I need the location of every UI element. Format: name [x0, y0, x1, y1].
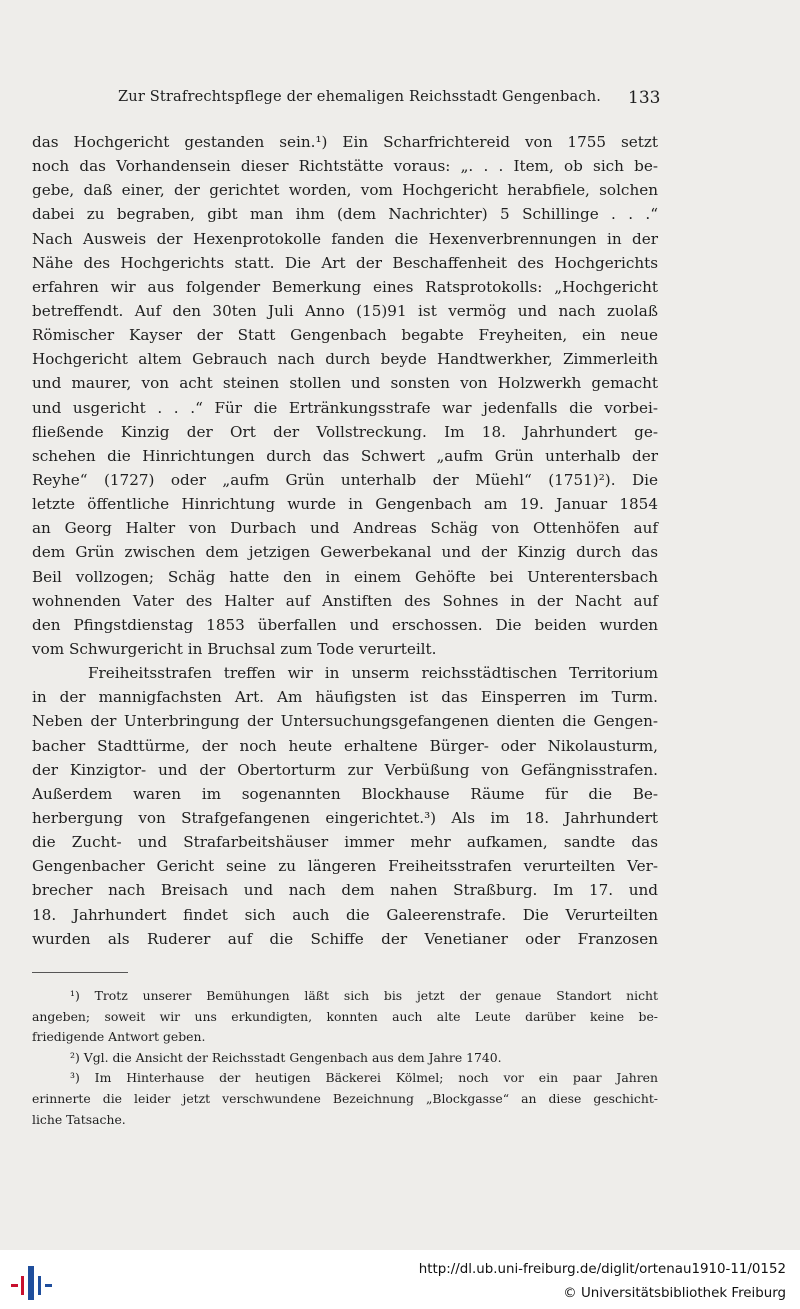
text-line: brecher nach Breisach und nach dem nahen Straßburg. Im 17. und	[32, 881, 658, 900]
text-line: erfahren wir aus folgender Bemerkung eines Ratsprotokolls: „Hochgericht	[32, 277, 658, 296]
text-line: schehen die Hinrichtungen durch das Schwert „aufm Grün unterhalb der	[32, 446, 658, 465]
footnote-line: erinnerte die leider jetzt verschwundene Bezeichnung „Blockgasse“ an diese geschicht-	[32, 1090, 658, 1106]
text-line: dabei zu begraben, gibt man ihm (dem Nachrichter) 5 Schillinge . . .“	[32, 205, 658, 224]
page-number: 133	[628, 88, 661, 108]
text-line: der Kinzigtor- und der Obertorturm zur Verbüßung von Gefängnisstrafen.	[32, 760, 658, 779]
text-line: dem Grün zwischen dem jetzigen Gewerbekanal und der Kinzig durch das	[32, 543, 658, 562]
library-logo-icon	[8, 1262, 56, 1302]
text-line: Neben der Unterbringung der Untersuchungsgefangenen dienten die Gengen-	[32, 712, 658, 731]
text-line: Nach Ausweis der Hexenprotokolle fanden die Hexenverbrennungen in der	[32, 229, 658, 248]
footnote-divider	[32, 972, 128, 973]
running-header: Zur Strafrechtspflege der ehemaligen Reichsstadt Gengenbach.	[118, 88, 602, 105]
text-line: Reyhe“ (1727) oder „aufm Grün unterhalb der Müehl“ (1751)²). Die	[32, 470, 658, 489]
text-line: die Zucht- und Strafarbeitshäuser immer mehr aufkamen, sandte das	[32, 833, 658, 852]
text-line: betreffendt. Auf den 30ten Juli Anno (15)91 ist vermög und nach zuolaß	[32, 301, 658, 320]
text-line: wohnenden Vater des Halter auf Anstiften des Sohnes in der Nacht auf	[32, 591, 658, 610]
footnote-line: friedigende Antwort geben.	[32, 1029, 206, 1045]
text-line: und usgericht . . .“ Für die Ertränkungsstrafe war jedenfalls die vorbei-	[32, 398, 658, 417]
text-line: herbergung von Strafgefangenen eingerichtet.³) Als im 18. Jahrhundert	[32, 808, 658, 827]
text-line: gebe, daß einer, der gerichtet worden, vom Hochgericht herabfiele, solchen	[32, 181, 658, 200]
body-text	[32, 130, 658, 951]
text-line: und maurer, von acht steinen stollen und sonsten von Holzwerkh gemacht	[32, 374, 658, 393]
text-line: noch das Vorhandensein dieser Richtstätte voraus: „. . . Item, ob sich be-	[32, 157, 658, 176]
footnotes	[32, 986, 658, 1130]
text-line: letzte öffentliche Hinrichtung wurde in Gengenbach am 19. Januar 1854	[32, 495, 658, 514]
text-line: den Pfingstdienstag 1853 überfallen und erschossen. Die beiden wurden	[32, 615, 658, 634]
text-line: Außerdem waren im sogenannten Blockhause Räume für die Be-	[32, 784, 658, 803]
footnote-line: ²) Vgl. die Ansicht der Reichsstadt Gengenbach aus dem Jahre 1740.	[70, 1049, 502, 1065]
text-line: das Hochgericht gestanden sein.¹) Ein Scharfrichtereid von 1755 setzt	[32, 133, 658, 151]
footnote-line: angeben; soweit wir uns erkundigten, konnten auch alte Leute darüber keine be-	[32, 1008, 658, 1024]
text-line: fließende Kinzig der Ort der Vollstreckung. Im 18. Jahrhundert ge-	[32, 422, 658, 441]
text-line: Nähe des Hochgerichts statt. Die Art der Beschaffenheit des Hochgerichts	[32, 253, 658, 272]
text-line: bacher Stadttürme, der noch heute erhaltene Bürger- oder Nikolausturm,	[32, 736, 658, 755]
text-line: wurden als Ruderer auf die Schiffe der Venetianer oder Franzosen	[32, 929, 658, 948]
text-line: 18. Jahrhundert findet sich auch die Galeerenstrafe. Die Verurteilten	[32, 905, 658, 924]
copyright-notice: © Universitätsbibliothek Freiburg	[563, 1286, 786, 1301]
text-line: Gengenbacher Gericht seine zu längeren Freiheitsstrafen verurteilten Ver-	[32, 857, 658, 876]
footnote-line: liche Tatsache.	[32, 1111, 126, 1127]
text-line: in der mannigfachsten Art. Am häufigsten ist das Einsperren im Turm.	[32, 688, 658, 707]
text-line: Freiheitsstrafen treffen wir in unserm reichsstädtischen Territorium	[88, 664, 658, 683]
text-line: Beil vollzogen; Schäg hatte den in einem Gehöfte bei Unterentersbach	[32, 567, 658, 586]
text-line: Hochgericht altem Gebrauch nach durch beyde Handtwerkher, Zimmerleith	[32, 350, 658, 369]
source-url-link[interactable]: http://dl.ub.uni-freiburg.de/diglit/ortenau1910-11/0152	[418, 1262, 786, 1277]
text-line: an Georg Halter von Durbach und Andreas Schäg von Ottenhöfen auf	[32, 519, 658, 538]
text-line: Römischer Kayser der Statt Gengenbach begabte Freyheiten, ein neue	[32, 326, 658, 345]
footnote-line: ¹) Trotz unserer Bemühungen läßt sich bis jetzt der genaue Standort nicht	[70, 988, 658, 1003]
text-line: vom Schwurgericht in Bruchsal zum Tode verurteilt.	[32, 639, 437, 658]
footnote-line: ³) Im Hinterhause der heutigen Bäckerei Kölmel; noch vor ein paar Jahren	[70, 1070, 658, 1086]
